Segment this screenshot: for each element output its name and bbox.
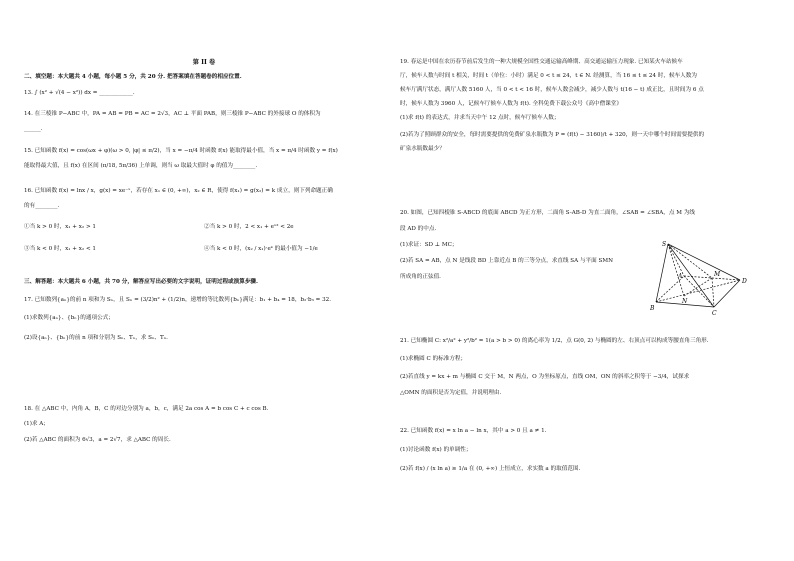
q19-part-1: (1)求 f(t) 的表达式，并求当天中午 12 点时，候车厅候车人数； bbox=[400, 114, 560, 121]
q14-line-2: ______. bbox=[24, 125, 43, 132]
q21-part-2: (2)若直线 y = kx + m 与椭圆 C 交于 M，N 两点，O 为坐标原点，直线 OM，ON 的斜率之积等于 −3/4，试探求 bbox=[400, 373, 690, 380]
q16-option-1: ①当 k > 0 时，x₁ + x₂ > 1 bbox=[24, 224, 96, 230]
q19-line-2: 厅，候车人数与时间 t 相关，时间 t（单位：小时）满足 0 < t ≤ 24，t ∈ N. 经测算，当 16 ≤ t ≤ 24 时，候车人数为 bbox=[400, 72, 697, 79]
pyramid-figure bbox=[650, 240, 755, 318]
q22-part-2: (2)若 f(x) / (x ln a) ≥ 1/a 在 (0, +∞) 上恒成立，求实数 a 的取值范围. bbox=[400, 465, 581, 472]
question-16 bbox=[24, 188, 384, 210]
q15-line-2: 能取得最大值，且 f(x) 在区间 (π/18, 5π/36) 上单调，则当 ω 取最大值时 φ 的值为________. bbox=[24, 162, 258, 169]
q16-line-1: 16. 已知函数 f(x) = lnx / x，g(x) = xe⁻ˣ，若存在 x₁ ∈ (0, +∞)，x₂ ∈ R，使得 f(x₁) = g(x₂) = k 成立，则下列命题正确 bbox=[24, 188, 333, 194]
q20-part-1: (1)求证：SD ⊥ MC； bbox=[400, 241, 458, 248]
question-19 bbox=[400, 59, 760, 153]
label-B: B bbox=[650, 305, 655, 312]
q14-line-1: 14. 在三棱锥 P−ABC 中，PA = AB = PB = AC = 2√3，AC ⊥ 平面 PAB，则三棱锥 P−ABC 的外接球 O 的体积为 bbox=[24, 111, 321, 117]
q20-line-2: 段 AD 的中点. bbox=[400, 225, 437, 232]
q17-part-1: (1)求数列{aₙ}、{bₙ}的通项公式； bbox=[24, 314, 114, 321]
q19-line-4: 时，候车人数为 3960 人，记候车厅候车人数为 f(t). 全科免费下载公众号《高中僧课堂》 bbox=[400, 100, 622, 107]
q18-part-1: (1)求 A； bbox=[24, 420, 49, 427]
q21-line-1: 21. 已知椭圆 C: x²/a² + y²/b² = 1(a > b > 0) 的离心率为 1/2，点 G(0, 2) 与椭圆的左、右顶点可以构成等腰直角三角形. bbox=[400, 338, 709, 344]
question-21 bbox=[400, 338, 760, 397]
label-A: A bbox=[678, 273, 683, 280]
section2-heading: 二、填空题：本大题共 4 小题，每小题 5 分，共 20 分. 把答案填在答题卷的相应位置. bbox=[24, 74, 242, 80]
page-title: 第 II 卷 bbox=[192, 59, 216, 66]
question-18 bbox=[24, 406, 384, 444]
q17-line-1: 17. 已知数列{aₙ}的前 n 项和为 Sₙ，且 Sₙ = (3/2)n² + (1/2)n，递增的等比数列{bₙ}满足：b₁ + b₄ = 18，b₂·b₃ = 32. bbox=[24, 297, 332, 303]
section3-heading: 三、解答题：本大题共 6 小题，共 70 分，解答应写出必要的文字说明，证明过程或演算步骤. bbox=[24, 279, 258, 285]
q20-line-1: 20. 如图，已知四棱锥 S-ABCD 的底面 ABCD 为正方形，二面角 S-AB-D 为直二面角，∠SAB = ∠SBA，点 M 为线 bbox=[400, 210, 695, 216]
question-15 bbox=[24, 148, 384, 170]
question-20 bbox=[400, 210, 695, 281]
question-13: 13. ∫ (x² + √(4 − x²)) dx = ____________. bbox=[24, 90, 135, 96]
label-D: D bbox=[742, 278, 747, 285]
q20-part-2: (2)若 SA = AB，点 N 是线段 BD 上靠近点 B 的三等分点，求直线 SA 与平面 SMN bbox=[400, 257, 613, 264]
q16-option-2: ②当 k > 0 时，2 < x₁ + eˣ² < 2e bbox=[204, 224, 294, 230]
q16-line-2: 的有________. bbox=[24, 202, 60, 209]
q19-part-2: (2)若为了照顾群众的安全，每时需要提供的免费矿泉水瓶数为 P = (f(t) − 3160)/t + 320，则一天中哪个时间需要提供的 bbox=[400, 131, 705, 138]
q16-option-3: ③当 k < 0 时，x₁ + x₂ < 1 bbox=[24, 246, 96, 252]
question-14 bbox=[24, 111, 384, 133]
q20-line-5: 所成角的正弦值. bbox=[400, 273, 441, 280]
q22-line-1: 22. 已知函数 f(x) = x ln a − ln x，其中 a > 0 且 a ≠ 1. bbox=[400, 428, 547, 434]
q19-line-7: 矿泉水瓶数最少？ bbox=[400, 145, 445, 152]
question-17 bbox=[24, 297, 384, 342]
question-22 bbox=[400, 428, 760, 473]
q22-part-1: (1)讨论函数 f(x) 的单调性； bbox=[400, 446, 472, 453]
q16-option-4: ④当 k < 0 时，(x₂ / x₁)·eᵏ 的最小值为 −1/e bbox=[204, 246, 318, 252]
q17-part-2: (2)设{aₙ}、{bₙ}的前 n 项和分别为 Sₙ、Tₙ，求 Sₙ、Tₙ. bbox=[24, 334, 168, 341]
q21-part-1: (1)求椭圆 C 的标准方程； bbox=[400, 355, 467, 362]
q18-part-2: (2)若 △ABC 的面积为 6√3，a = 2√7，求 △ABC 的周长. bbox=[24, 436, 171, 443]
q19-line-1: 19. 春运是中国在农历春节前后发生的一种大规模全国性交通运输高峰期、高交通运输压力现象. 已知某火车站候车 bbox=[400, 59, 683, 65]
q18-line-1: 18. 在 △ABC 中，内角 A，B，C 的对边分别为 a，b，c，满足 2a cos A = b cos C + c cos B. bbox=[24, 406, 269, 412]
label-C: C bbox=[712, 310, 717, 317]
q21-line-4: △OMN 的面积是否为定值，并说明理由. bbox=[400, 389, 502, 396]
q19-line-3: 候车厅满厅状态，满厅人数 5160 人，当 0 < t < 16 时，候车人数会减少，减少人数与 t(16 − t) 成正比，且时间为 6 点 bbox=[400, 86, 704, 93]
label-S: S bbox=[662, 241, 667, 248]
q15-line-1: 15. 已知函数 f(x) = cos(ωx + φ)(ω > 0, |φ| ≤ π/2)，当 x = −π/4 时函数 f(x) 能取得最小值，当 x = π/4 时函数 y = f(x) bbox=[24, 148, 338, 154]
label-N: N bbox=[682, 298, 688, 305]
label-M: M bbox=[714, 271, 721, 278]
